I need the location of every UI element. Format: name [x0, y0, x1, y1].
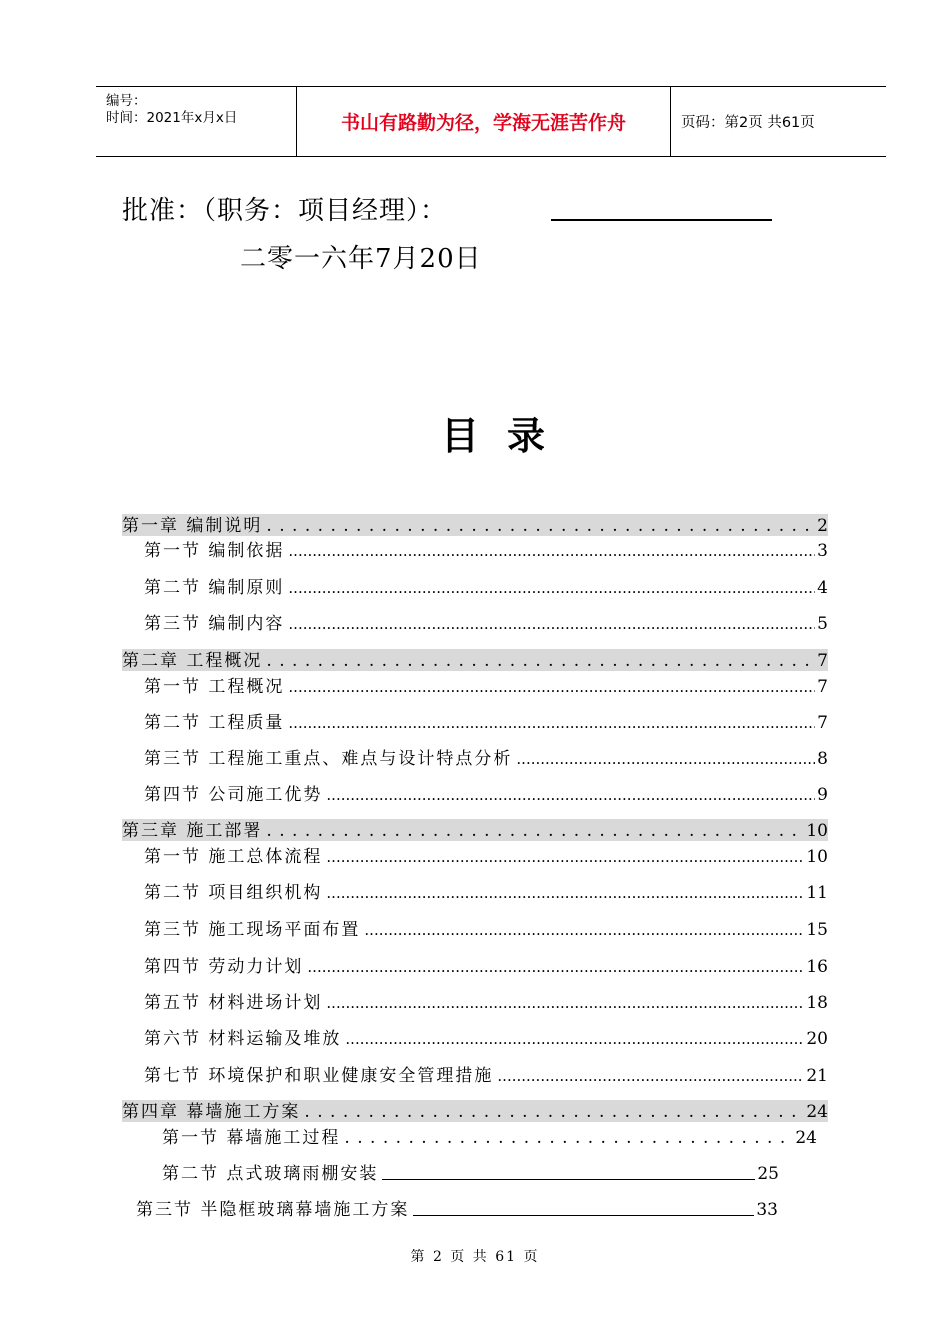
approval-label: 批准：（职务：项目经理）： [122, 196, 448, 226]
toc-section-entry[interactable] [162, 1162, 779, 1184]
toc-entry-page: 4 [817, 578, 828, 598]
toc-chapter-entry[interactable] [122, 1100, 828, 1122]
toc-entry-page: 24 [795, 1128, 817, 1148]
toc-entry-page: 20 [806, 1029, 828, 1049]
toc-leader-dots [344, 1128, 793, 1148]
toc-leader-dots [326, 847, 804, 867]
page-footer: 第 2 页 共 61 页 [410, 1249, 540, 1265]
header-motto: 书山有路勤为径，学海无涯苦作舟 [340, 112, 626, 134]
toc-entry-label: 第一节 工程概况 [144, 677, 285, 697]
toc-entry-page: 11 [806, 883, 828, 903]
toc-section-entry[interactable] [144, 955, 828, 977]
document-time: 时间：2021年x月x日 [106, 110, 238, 126]
toc-section-entry[interactable] [144, 539, 828, 561]
toc-entry-page: 10 [806, 821, 828, 841]
toc-section-entry[interactable] [144, 1027, 828, 1049]
toc-entry-label: 第一章 编制说明 [122, 516, 263, 536]
toc-entry-page: 24 [806, 1102, 828, 1122]
toc-entry-page: 33 [756, 1200, 778, 1220]
toc-entry-label: 第三节 工程施工重点、难点与设计特点分析 [144, 749, 513, 769]
toc-leader-dots [516, 749, 815, 769]
toc-entry-label: 第六节 材料运输及堆放 [144, 1029, 342, 1049]
toc-entry-label: 第四节 劳动力计划 [144, 957, 304, 977]
toc-section-entry[interactable] [144, 675, 828, 697]
toc-entry-label: 第四节 公司施工优势 [144, 785, 323, 805]
toc-section-entry[interactable] [162, 1126, 817, 1148]
toc-title: 目录 [441, 414, 574, 458]
toc-entry-page: 16 [806, 957, 828, 977]
toc-leader-dots [307, 957, 804, 977]
toc-section-entry[interactable] [144, 576, 828, 598]
toc-entry-page: 9 [817, 785, 828, 805]
toc-entry-label: 第二节 点式玻璃雨棚安装 [162, 1164, 379, 1184]
toc-entry-page: 5 [817, 614, 828, 634]
signature-line [551, 219, 772, 221]
toc-entry-page: 25 [757, 1164, 779, 1184]
toc-section-entry[interactable] [144, 612, 828, 634]
toc-leader-dots [304, 1102, 804, 1122]
toc-leader-dots [288, 677, 815, 697]
toc-entry-label: 第四章 幕墙施工方案 [122, 1102, 301, 1122]
toc-section-entry[interactable] [144, 991, 828, 1013]
toc-section-entry[interactable] [144, 783, 828, 805]
toc-leader-dots [326, 785, 815, 805]
toc-entry-label: 第五节 材料进场计划 [144, 993, 323, 1013]
toc-leader-dots [288, 713, 815, 733]
toc-leader-dots [497, 1066, 804, 1086]
toc-leader-dots [326, 993, 804, 1013]
toc-leader-dots [288, 541, 815, 561]
toc-leader-dots [364, 920, 804, 940]
toc-entry-page: 10 [806, 847, 828, 867]
toc-section-entry[interactable] [136, 1198, 778, 1220]
toc-chapter-entry[interactable] [122, 649, 828, 671]
toc-entry-page: 2 [817, 516, 828, 536]
toc-section-entry[interactable] [144, 747, 828, 769]
toc-entry-label: 第三节 编制内容 [144, 614, 285, 634]
page-header [96, 86, 886, 157]
toc-entry-label: 第二章 工程概况 [122, 651, 263, 671]
toc-entry-label: 第二节 工程质量 [144, 713, 285, 733]
toc-entry-label: 第二节 编制原则 [144, 578, 285, 598]
toc-leader-dots [326, 883, 804, 903]
toc-entry-label: 第一节 施工总体流程 [144, 847, 323, 867]
toc-leader-dots [413, 1209, 754, 1216]
toc-entry-page: 3 [817, 541, 828, 561]
toc-entry-label: 第一节 幕墙施工过程 [162, 1128, 341, 1148]
toc-leader-dots [266, 651, 815, 671]
toc-chapter-entry[interactable] [122, 819, 828, 841]
toc-section-entry[interactable] [144, 918, 828, 940]
toc-entry-label: 第三章 施工部署 [122, 821, 263, 841]
header-meta [96, 87, 296, 156]
header-page-info: 页码：第2页 共61页 [681, 115, 815, 131]
toc-entry-label: 第二节 项目组织机构 [144, 883, 323, 903]
header-divider [670, 87, 671, 156]
toc-entry-label: 第一节 编制依据 [144, 541, 285, 561]
toc-entry-page: 18 [806, 993, 828, 1013]
toc-leader-dots [288, 578, 815, 598]
approval-date: 二零一六年7月20日 [240, 244, 482, 274]
toc-section-entry[interactable] [144, 881, 828, 903]
document-number-label: 编号： [106, 93, 147, 109]
toc-chapter-entry[interactable] [122, 514, 828, 536]
toc-entry-page: 15 [806, 920, 828, 940]
toc-entry-page: 7 [817, 713, 828, 733]
toc-entry-page: 8 [817, 749, 828, 769]
toc-section-entry[interactable] [144, 845, 828, 867]
toc-leader-dots [266, 821, 804, 841]
toc-leader-dots [382, 1173, 755, 1180]
toc-leader-dots [266, 516, 815, 536]
toc-entry-page: 21 [806, 1066, 828, 1086]
toc-leader-dots [345, 1029, 804, 1049]
toc-entry-label: 第三节 施工现场平面布置 [144, 920, 361, 940]
toc-leader-dots [288, 614, 815, 634]
toc-entry-page: 7 [817, 651, 828, 671]
toc-section-entry[interactable] [144, 711, 828, 733]
toc-entry-label: 第三节 半隐框玻璃幕墙施工方案 [136, 1200, 410, 1220]
toc-entry-label: 第七节 环境保护和职业健康安全管理措施 [144, 1066, 494, 1086]
toc-section-entry[interactable] [144, 1064, 828, 1086]
toc-entry-page: 7 [817, 677, 828, 697]
